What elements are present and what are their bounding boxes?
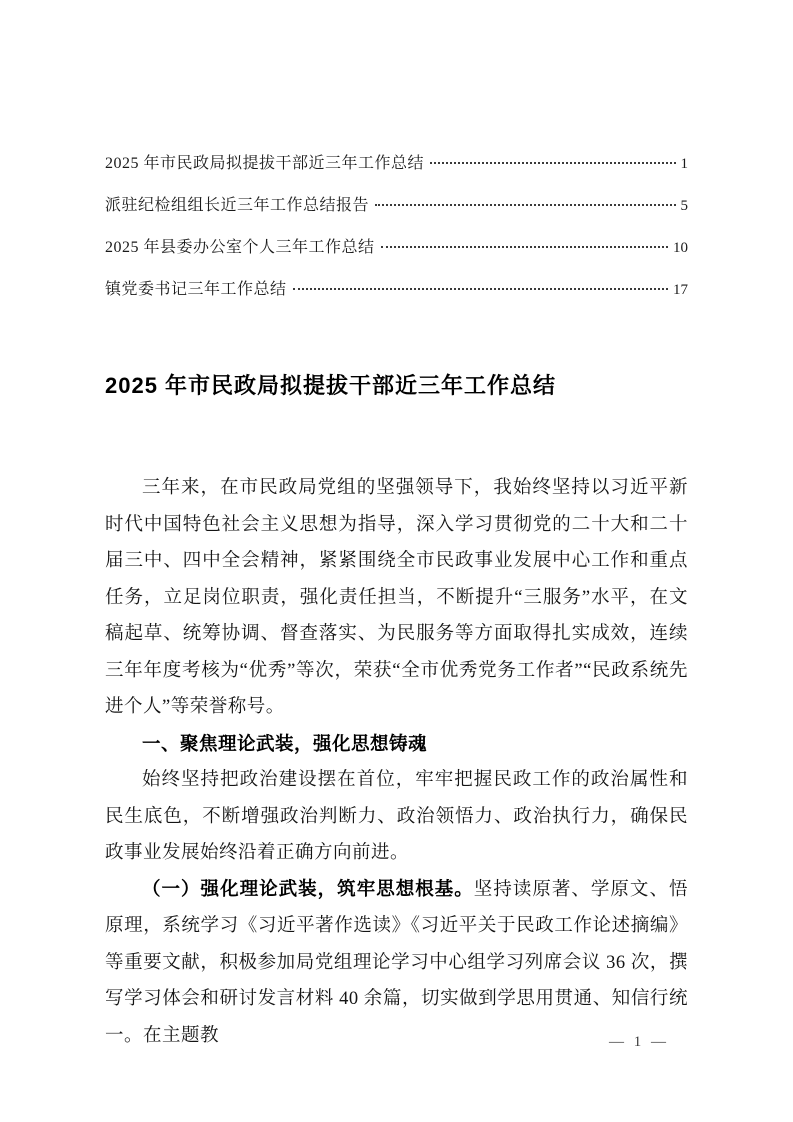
page-content	[105, 0, 688, 1054]
body-paragraph: （一）强化理论武装，筑牢思想根基。坚持读原著、学原文、悟原理，系统学习《习近平著作选读》《习近平关于民政工作论述摘编》等重要文献，积极参加局党组理论学习中心组学习列席会议 36 次，撰写学习体会和研讨发言材料 40 余篇，切实做到学思用贯通、知信行统一。在主题教	[105, 879, 688, 1046]
toc-page-number: 10	[673, 240, 688, 256]
toc-page-number: 5	[680, 198, 688, 214]
toc-entry[interactable]	[105, 234, 688, 276]
toc-entry-label: 2025 年县委办公室个人三年工作总结	[105, 239, 375, 256]
document-body	[105, 470, 688, 1054]
toc-entry-label: 镇党委书记三年工作总结	[105, 281, 287, 298]
toc-dot-leader	[430, 162, 675, 164]
table-of-contents	[105, 0, 688, 318]
body-paragraph: 三年来，在市民政局党组的坚强领导下，我始终坚持以习近平新时代中国特色社会主义思想为指导，深入学习贯彻党的二十大和二十届三中、四中全会精神，紧紧围绕全市民政事业发展中心工作和重点任务，立足岗位职责，强化责任担当，不断提升“三服务”水平，在文稿起草、统筹协调、督查落实、为民服务等方面取得扎实成效，连续三年年度考核为“优秀”等次，荣获“全市优秀党务工作者”“民政系统先进个人”等荣誉称号。	[105, 478, 688, 717]
toc-dot-leader	[381, 246, 668, 248]
toc-page-number: 17	[673, 282, 688, 298]
toc-entry-label: 派驻纪检组组长近三年工作总结报告	[105, 197, 370, 214]
body-paragraph: 始终坚持把政治建设摆在首位，牢牢把握民政工作的政治属性和民生底色，不断增强政治判断力、政治领悟力、政治执行力，确保民政事业发展始终沿着正确方向前进。	[105, 770, 688, 863]
toc-dot-leader	[375, 204, 675, 206]
toc-entry[interactable]	[105, 192, 688, 234]
page-number-footer: — 1 —	[609, 1034, 669, 1050]
section-heading: 一、聚焦理论武装，强化思想铸魂	[142, 732, 428, 754]
toc-entry-label: 2025 年市民政局拟提拔干部近三年工作总结	[105, 155, 425, 172]
paragraph-lead: （一）强化理论武装，筑牢思想根基。	[142, 879, 474, 900]
toc-dot-leader	[293, 288, 668, 290]
document-title: 2025 年市民政局拟提拔干部近三年工作总结	[105, 373, 557, 398]
toc-entry[interactable]	[105, 150, 688, 192]
toc-page-number: 1	[680, 156, 688, 172]
toc-entry[interactable]	[105, 276, 688, 318]
